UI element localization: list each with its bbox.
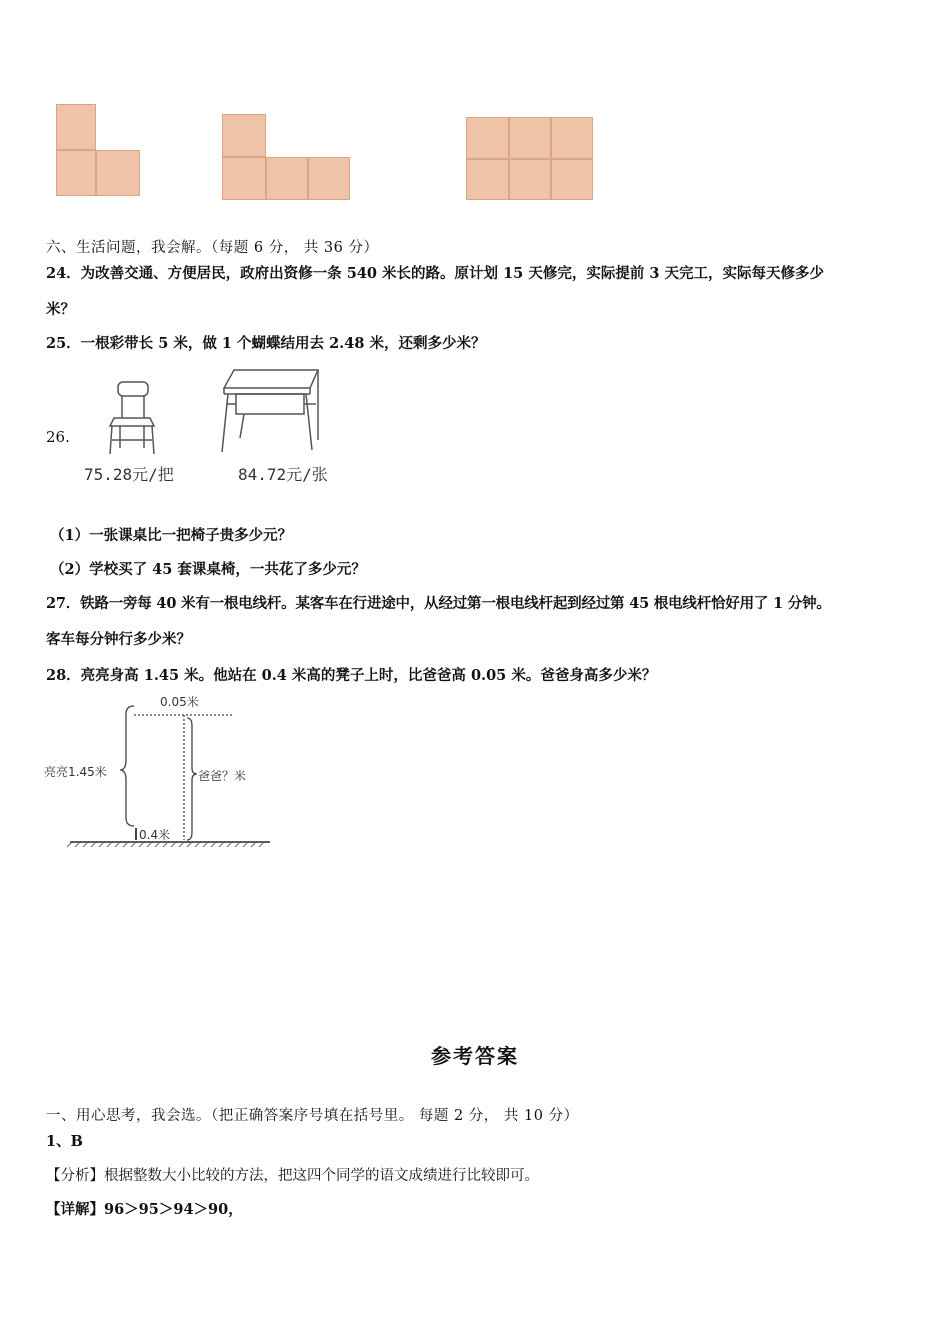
answer-detail: 【详解】96＞95＞94＞90， (46, 1201, 243, 1218)
answer-1: 1、B (46, 1133, 83, 1150)
desk-illustration (220, 364, 324, 456)
diagram-label-right: 爸爸？米 (198, 769, 247, 783)
block-view-3 (466, 117, 594, 201)
diagram-label-bottom: 0.4米 (139, 828, 171, 842)
answers-section-heading: 一、用心思考，我会选。（把正确答案序号填在括号里。 每题 2 分， 共 10 分） (46, 1108, 579, 1124)
chair-illustration (100, 378, 164, 458)
question-27-line2: 客车每分钟行多少米？ (46, 631, 191, 648)
block-view-2 (222, 114, 352, 202)
question-27-line1: 27．铁路一旁每 40 米有一根电线杆。某客车在行进途中，从经过第一根电线杆起到经过第 45 根电线杆恰好用了 1 分钟。 (46, 595, 831, 612)
question-26-sub2: （2）学校买了 45 套课桌椅，一共花了多少元？ (50, 561, 366, 578)
question-26-number: 26. (46, 428, 70, 446)
question-25: 25．一根彩带长 5 米，做 1 个蝴蝶结用去 2.48 米，还剩多少米？ (46, 335, 486, 352)
block-tile (266, 157, 308, 200)
diagram-label-left: 亮亮1.45米 (44, 765, 107, 779)
answer-analysis: 【分析】根据整数大小比较的方法，把这四个同学的语文成绩进行比较即可。 (46, 1168, 539, 1184)
block-tile (222, 114, 266, 157)
question-24-line2: 米？ (46, 301, 75, 318)
block-tile (551, 117, 593, 159)
block-tile (509, 159, 551, 200)
question-24-line1: 24．为改善交通、方便居民，政府出资修一条 540 米长的路。原计划 15 天修完，实际提前 3 天完工，实际每天修多少 (46, 265, 824, 282)
block-tile (551, 159, 593, 200)
block-tile (466, 159, 509, 200)
block-tile (96, 150, 140, 196)
chair-price: 75.28元/把 (84, 465, 174, 484)
question-28: 28．亮亮身高 1.45 米。他站在 0.4 米高的凳子上时，比爸爸高 0.05 米。爸爸身高多少米？ (46, 667, 657, 684)
block-tile (509, 117, 551, 159)
question-26-sub1: （1）一张课桌比一把椅子贵多少元？ (50, 527, 293, 544)
diagram-label-top: 0.05米 (160, 695, 199, 709)
block-tile (222, 157, 266, 200)
section-heading: 六、生活问题，我会解。（每题 6 分， 共 36 分） (46, 240, 379, 256)
block-tile (56, 150, 96, 196)
answers-title: 参考答案 (431, 1044, 519, 1068)
block-tile (466, 117, 509, 159)
block-tile (56, 104, 96, 150)
desk-price: 84.72元/张 (238, 465, 328, 484)
block-view-1 (56, 104, 142, 198)
block-tile (308, 157, 350, 200)
